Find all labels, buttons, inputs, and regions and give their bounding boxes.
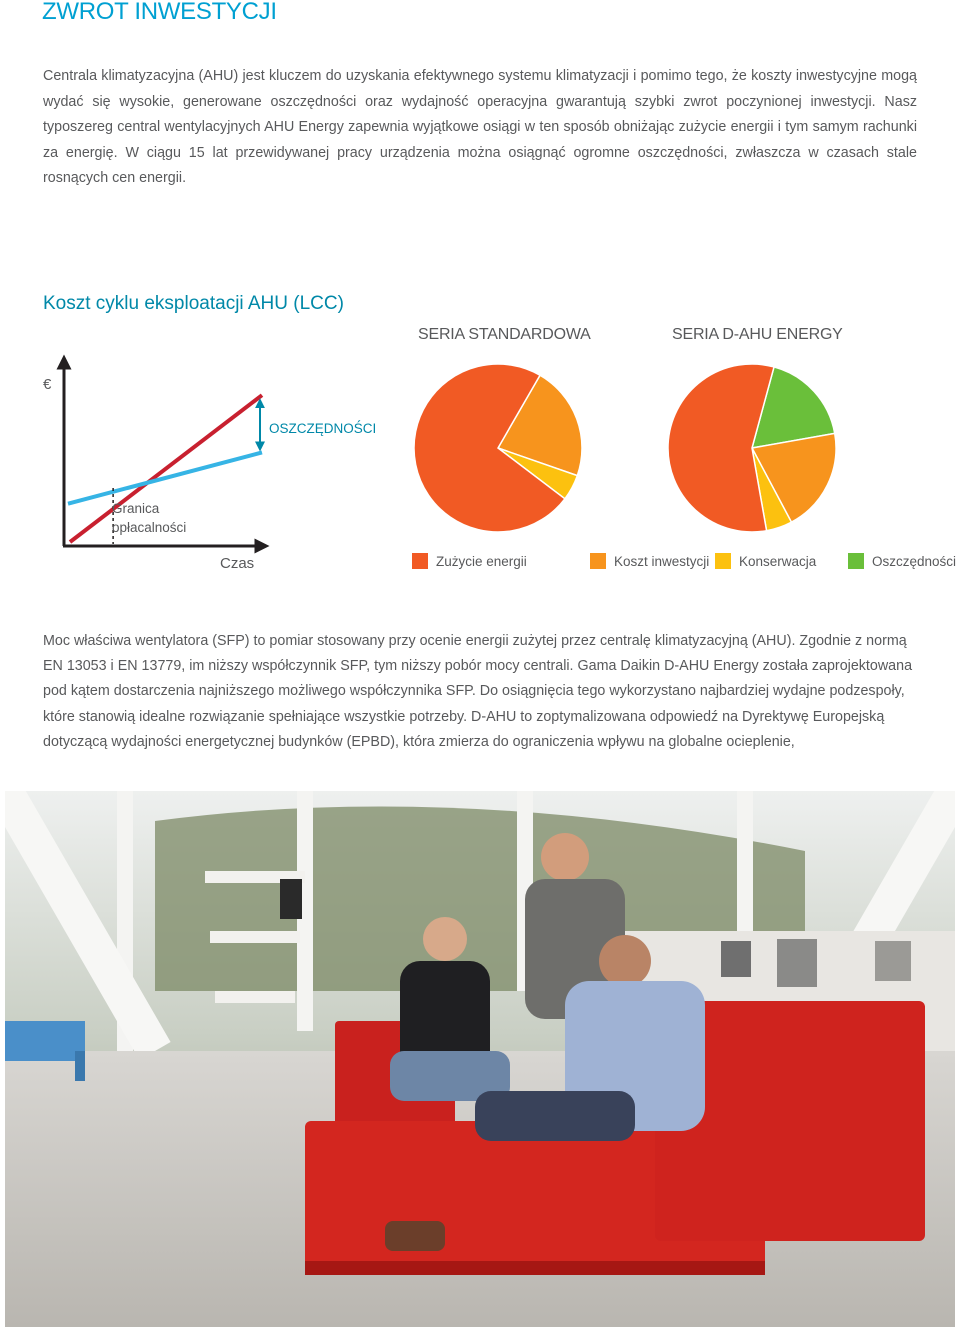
savings-annotation: OSZCZĘDNOŚCI	[269, 421, 377, 436]
office-photo	[5, 791, 955, 1327]
pie-charts	[0, 0, 960, 600]
page-heading: ZWROT INWESTYCJI	[42, 0, 277, 25]
lcc-chart-title: Koszt cyklu eksploatacji AHU (LCC)	[43, 293, 344, 314]
intro-paragraph: Centrala klimatyzacyjna (AHU) jest kluczem do uzyskania efektywnego systemu klimatyzacji i pomimo tego, że koszty inwestycyjne mogą wydać się wysokie, generowane oszczędności oraz wydajność operacyjna gwarantują szybki zwrot poczynionej inwestycji. Nasz typoszereg central wentylacyjnych AHU Energy zapewnia wyjątkowe osiągi w ten sposób obniżając zużycie energii i tym samym rachunki za energię. W ciągu 15 lat przewidywanej pracy urządzenia można osiągnąć ogromne oszczędności, zwłaszcza w czasach stale rosnących cen energii.	[43, 68, 917, 186]
pie-standard	[414, 364, 582, 532]
pie-legend	[412, 553, 957, 573]
legend-item-energy-use	[412, 553, 527, 569]
pie-energy	[668, 364, 836, 532]
legend-swatch	[848, 553, 864, 569]
x-axis-label: Czas	[220, 555, 255, 572]
legend-swatch	[715, 553, 731, 569]
legend-item-investment	[590, 553, 709, 569]
breakeven-annotation-line2: opłacalności	[112, 520, 187, 535]
breakeven-annotation-line1: Granica	[112, 501, 160, 516]
legend-label: Zużycie energii	[436, 553, 527, 569]
legend-item-savings	[848, 553, 956, 569]
pie-energy-title: SERIA D-AHU ENERGY	[672, 326, 843, 343]
legend-label: Koszt inwestycji	[614, 553, 710, 569]
sfp-paragraph: Moc właściwa wentylatora (SFP) to pomiar stosowany przy ocenie energii zużytej przez centralę klimatyzacyjną (AHU). Zgodnie z normą EN 13053 i EN 13779, im niższy współczynnik SFP, tym niższy pobór mocy centrali. Gama Daikin D-AHU Energy została zaprojektowana pod kątem dostarczenia najniższego możliwego współczynnika SFP. Do osiągnięcia tego wykorzystano najbardziej wydajne podzespoły, które stanowią idealne rozwiązanie spełniające wszystkie potrzeby. D-AHU to zoptymalizowana odpowiedź na Dyrektywę Europejską dotyczącą wydajności energetycznej budynków (EPBD), która zmierza do ograniczenia wpływu na globalne ocieplenie,	[43, 633, 913, 750]
legend-label: Konserwacja	[739, 553, 817, 569]
legend-item-maintenance	[715, 553, 816, 569]
y-axis-label: €	[43, 376, 52, 393]
photo-illustration	[5, 791, 955, 1327]
pie-standard-title: SERIA STANDARDOWA	[418, 326, 591, 343]
legend-swatch	[412, 553, 428, 569]
legend-swatch	[590, 553, 606, 569]
legend-label: Oszczędności	[872, 553, 957, 569]
